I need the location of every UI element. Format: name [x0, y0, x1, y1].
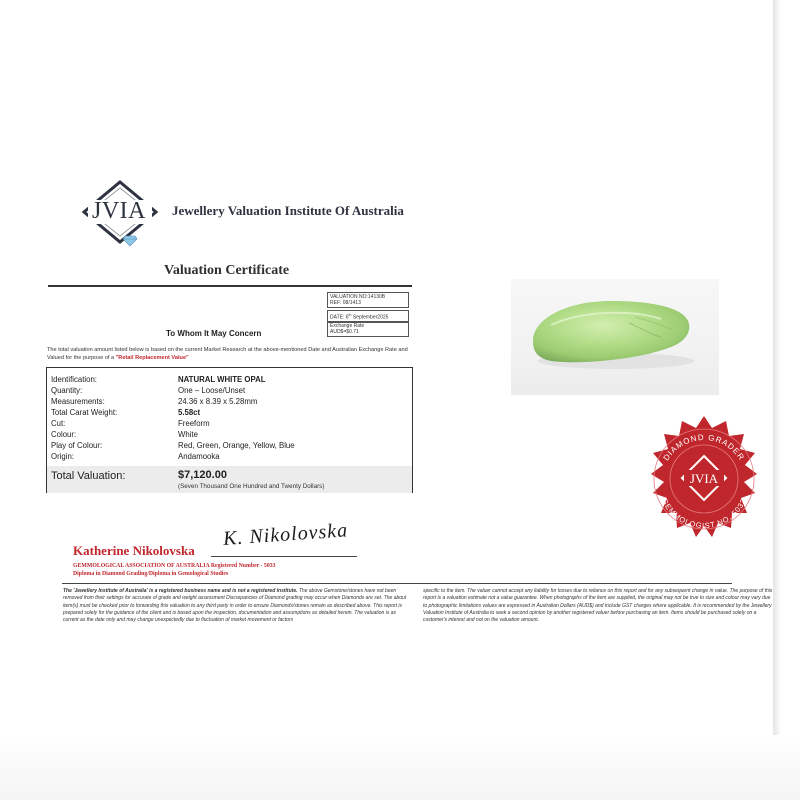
company-name: Jewellery Valuation Institute Of Australia [172, 203, 404, 218]
signature-underline [211, 556, 357, 557]
detail-label: Play of Colour: [51, 441, 103, 450]
date-prefix: DATE: 6 [330, 314, 349, 321]
logo-text: JVIA [92, 198, 146, 224]
intro-text: The total valuation amount listed below is based on the current Market Research at the above-mentioned Date and Australian Exchange Rate and Valued for the purpose of a [47, 347, 408, 361]
reference-number: REF: 08/1413 [330, 300, 361, 306]
exchange-rate-value: AUD$=$0.71 [330, 329, 359, 335]
page-edge-shadow [773, 0, 800, 800]
seal-center-text: JVIA [689, 471, 719, 486]
opal-stone-image [511, 279, 719, 395]
detail-label: Cut: [51, 419, 66, 428]
gemmological-credential: GEMMOLOGICAL ASSOCIATION OF AUSTRALIA Registered Number - 5033 [73, 563, 276, 569]
detail-label: Identification: [51, 375, 97, 384]
retail-replacement-value: "Retail Replacement Value" [115, 354, 189, 361]
detail-label: Measurements: [51, 397, 105, 406]
addressee: To Whom It May Concern [166, 329, 262, 338]
detail-value: Freeform [178, 419, 210, 428]
valuer-name: Katherine Nikolovska [73, 543, 195, 558]
title-divider [48, 285, 412, 287]
diploma-credential: Diploma in Diamond Grading/Diploma in Gemological Studies [73, 571, 229, 577]
detail-label: Colour: [51, 430, 77, 439]
certificate-title: Valuation Certificate [164, 263, 290, 278]
detail-value: Red, Green, Orange, Yellow, Blue [178, 441, 295, 450]
diamond-grader-seal-icon [636, 412, 772, 552]
detail-label: Origin: [51, 452, 74, 461]
total-valuation-amount: $7,120.00 [178, 469, 227, 481]
detail-label: Total Carat Weight: [51, 408, 118, 417]
footer-disclaimer-right: specific to the item. The valuer cannot accept any liability for losses due to reliance on this report and for any subsequent change in value. The purpose of this report is a valuation estimate not a value guarantee. When photographs of the item are supplied, the original may not be true to size and colour may vary due to photographic limitations values are expressed in Australian Dollars (AUD$) and include GST charges where applicable. It is recommended by the Jewellery Valuation Institute of Australia to seek a second opinion by another registered valuer before purchasing an item. Items should be purchased solely on a customer's interest and not on the valuation amount. [423, 588, 773, 624]
exchange-rate-label: Exchange Rate [330, 323, 365, 329]
exchange-rate-box [327, 321, 409, 337]
detail-value: 5.58ct [178, 408, 201, 417]
total-valuation-label: Total Valuation: [51, 470, 126, 482]
page-bottom-shadow [0, 735, 800, 800]
detail-label: Quantity: [51, 386, 83, 395]
detail-value: Andamooka [178, 452, 220, 461]
valuation-number: VALUATION NO:14130B [330, 294, 386, 300]
detail-value: White [178, 430, 198, 439]
detail-value: 24.36 x 8.39 x 5.28mm [178, 397, 258, 406]
detail-value: NATURAL WHITE OPAL [178, 375, 266, 384]
disclaimer-text-left: The above Gemstone/stones have not been removed from their settings for accurate of grade and weight assessment Discrepancies of Diamond grading may occur when Diamonds are set. The about item(s) must be checked prior to forwarding this valuation to any third party in order to ensure Diamonds/stones remain as described above. This report is prepared solely for the guidance of the client and is based upon the inspection, documentation and assumptions as detailed herein. The valuation is as current as the date only and may change unexpectedly due to fluctuation of market movement or factors [63, 588, 407, 624]
footer-divider [62, 583, 732, 584]
seal-top-text: DIAMOND GRADER [661, 432, 747, 463]
handwritten-signature: K. Nikolovska [222, 519, 349, 551]
intro-paragraph [47, 347, 417, 362]
footer-disclaimer-left [63, 588, 408, 624]
details-table [46, 367, 413, 493]
total-valuation-words: (Seven Thousand One Hundred and Twenty Dollars) [178, 483, 325, 490]
valuation-number-box [327, 292, 409, 308]
detail-value: One – Loose/Unset [178, 386, 246, 395]
date-suffix-sup: th [348, 313, 352, 317]
seal-bottom-text: GEMMOLOGIST NO. 5033 [659, 497, 749, 531]
date-text: September2025 [351, 314, 389, 321]
disclaimer-heading: The 'Jewellery Institute of Australia' is a registered business name and is not a registered institute. [63, 588, 298, 594]
